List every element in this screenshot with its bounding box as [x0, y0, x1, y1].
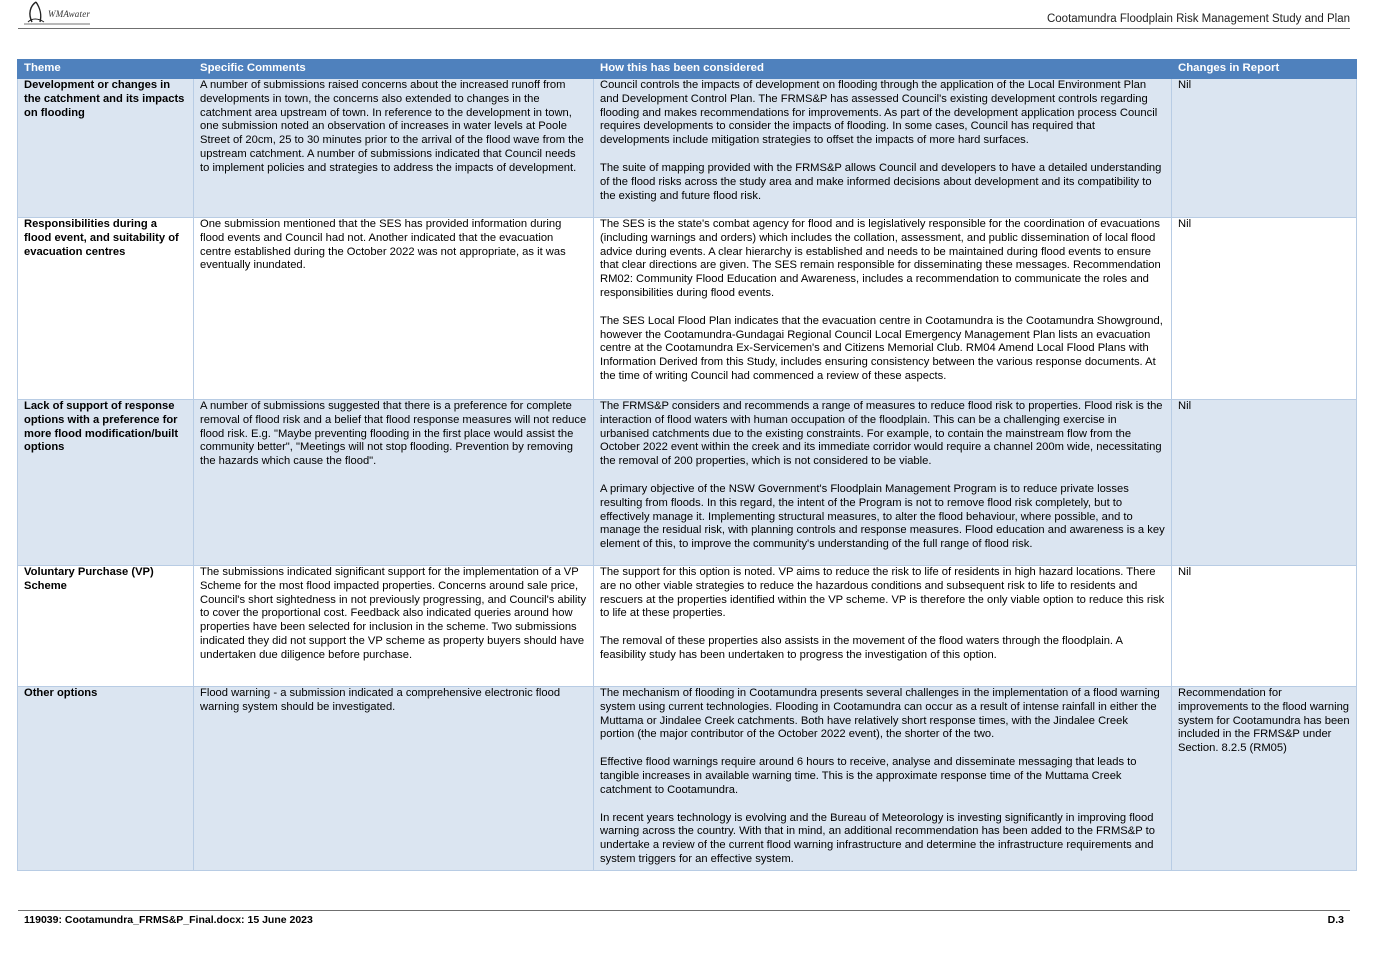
page-footer [18, 910, 1350, 931]
column-header-how-considered: How this has been considered [594, 60, 1172, 79]
table-row [18, 687, 1357, 871]
considered-cell [594, 79, 1172, 218]
page-number: D.3 [1327, 914, 1344, 926]
considered-paragraph: The suite of mapping provided with the FRMS&P allows Council and developers to have a detailed understanding of the flood risks across the study area and make informed decisions about development and its compatibility to the existing and future flood risk. [600, 161, 1162, 202]
considered-paragraph: The SES is the state's combat agency for flood and is legislatively responsible for the coordination of evacuations (including warnings and orders) which includes the collation, assessment, and public dissemination of local flood advice during events. A clear hierarchy is established and needs to be maintained during flood events to ensure that clear directions are given. The SES remain responsible for disseminating these messages. Recommendation RM02: Community Flood Education and Awareness, includes a recommendation to communicate the roles and responsibilities during flood events. [600, 218, 1161, 299]
considered-paragraph: The SES Local Flood Plan indicates that the evacuation centre in Cootamundra is the Cootamundra Showground, however the Cootamundra-Gundagai Regional Council Local Emergency Management Plan lists an evacuation centre at the Cootamundra Ex-Servicemen's and Citizens Memorial Club. RM04 Amend Local Flood Plans with Information Derived from this Study, includes ensuring consistency between the various response documents. At the time of writing Council had commenced a review of these aspects. [600, 314, 1163, 382]
considered-paragraph: The FRMS&P considers and recommends a range of measures to reduce flood risk to properties. Flood risk is the interaction of flood waters with human occupation of the floodplain. This can be a challenging exercise in urbanised catchments due to the existing constraints. For example, to contain the mainstream flow from the October 2022 event within the creek and its immediate corridor would require a channel 200m wide, necessitating the removal of 200 properties, which is not considered to be viable. [600, 400, 1163, 468]
table-row [18, 218, 1357, 400]
considered-paragraph: The removal of these properties also assists in the movement of the flood waters through the floodplain. A feasibility study has been undertaken to progress the investigation of this option. [600, 635, 1123, 661]
page-header [18, 0, 1350, 29]
considered-paragraph: The support for this option is noted. VP aims to reduce the risk to life of residents in high hazard locations. There are no other viable strategies to reduce the hazardous conditions and subsequent risk to life to residents and rescuers at the properties identified within the VP scheme. VP is therefore the only viable option to reduce this risk to life at these properties. [600, 566, 1165, 620]
changes-cell: Nil [1172, 400, 1357, 566]
document-reference: 119039: Cootamundra_FRMS&P_Final.docx: 15 June 2023 [24, 914, 313, 926]
comments-cell: One submission mentioned that the SES has provided information during flood events and Council had not. Another indicated that the evacuation centre established during the October 2022 was not appropriate, as it was eventually inundated. [194, 218, 594, 400]
logo-text: WMAwater [48, 9, 91, 19]
considered-cell [594, 400, 1172, 566]
theme-cell: Lack of support of response options with a preference for more flood modification/built options [18, 400, 194, 566]
theme-cell: Voluntary Purchase (VP) Scheme [18, 566, 194, 687]
considered-paragraph: Effective flood warnings require around 6 hours to receive, analyse and disseminate messaging that leads to tangible increases in available warning time. This is the approximate response time of the Muttama Creek catchment to Cootamundra. [600, 756, 1137, 796]
document-title: Cootamundra Floodplain Risk Management Study and Plan [1046, 13, 1350, 25]
considered-cell [594, 687, 1172, 871]
table-row [18, 400, 1357, 566]
theme-cell: Other options [18, 687, 194, 871]
changes-cell: Nil [1172, 79, 1357, 218]
considered-paragraph: The mechanism of flooding in Cootamundra presents several challenges in the implementation of a flood warning system using current technologies. Flooding in Cootamundra can occur as a result of intense rainfall in either the Muttama or Jindalee Creek catchments. Both have relatively short response times, with the Jindalee Creek portion (the major contributor of the October 2022 event), the shorter of the two. [600, 687, 1160, 741]
comments-cell: A number of submissions raised concerns about the increased runoff from developments in town, the concerns also extended to changes in the catchment area upstream of town. In reference to the development in town, one submission noted an observation of increases in water levels at Poole Street of 20cm, 25 to 30 minutes prior to the arrival of the flood wave from the upstream catchment. A number of submissions indicated that Council needs to implement policies and strategies to address the impacts of development. [194, 79, 594, 218]
table-row [18, 79, 1357, 218]
theme-cell: Responsibilities during a flood event, and suitability of evacuation centres [18, 218, 194, 400]
theme-cell: Development or changes in the catchment and its impacts on flooding [18, 79, 194, 218]
column-header-changes-in-report: Changes in Report [1172, 60, 1357, 79]
changes-cell: Nil [1172, 566, 1357, 687]
column-header-specific-comments: Specific Comments [194, 60, 594, 79]
comments-cell: A number of submissions suggested that there is a preference for complete removal of flood risk and a belief that flood response measures will not reduce flood risk. E.g. "Maybe preventing flooding in the first place would assist the community better", "Meetings will not stop flooding. Prevention by removing the hazards which cause the flood". [194, 400, 594, 566]
considered-cell [594, 566, 1172, 687]
changes-cell: Nil [1172, 218, 1357, 400]
table-row [18, 566, 1357, 687]
submissions-table [17, 59, 1357, 871]
considered-paragraph: Council controls the impacts of development on flooding through the application of the Local Environment Plan and Development Control Plan. The FRMS&P has assessed Council's existing development controls regarding flooding and makes recommendations for improvements. As part of the development application process Council requires developments to consider the impacts of flooding. In some cases, Council has required that developments include mitigation strategies to offset the impacts of more hard surfaces. [600, 79, 1158, 147]
changes-cell: Recommendation for improvements to the flood warning system for Cootamundra has been included in the FRMS&P under Section. 8.2.5 (RM05) [1172, 687, 1357, 871]
table-header-row [18, 60, 1357, 79]
considered-paragraph: A primary objective of the NSW Government's Floodplain Management Program is to reduce private losses resulting from floods. In this regard, the intent of the Program is not to remove flood risk completely, but to effectively manage it. Implementing structural measures, to alter the flood behaviour, where possible, and to manage the residual risk, with planning controls and response measures. Flood education and awareness is a key element of this, to improve the community's understanding of the full range of flood risk. [600, 482, 1165, 551]
comments-cell: Flood warning - a submission indicated a comprehensive electronic flood warning system should be investigated. [194, 687, 594, 871]
considered-paragraph: In recent years technology is evolving and the Bureau of Meteorology is investing significantly in improving flood warning across the country. With that in mind, an additional recommendation has been added to the FRMS&P to undertake a review of the current flood warning infrastructure and determine the infrastructure requirements and system triggers for an effective system. [600, 811, 1155, 865]
considered-cell [594, 218, 1172, 400]
comments-cell: The submissions indicated significant support for the implementation of a VP Scheme for the most flood impacted properties. Concerns around sale price, Council's short sightedness in not previously progressing, and Council's ability to cover the proportional cost. Feedback also indicated queries around how properties have been selected for inclusion in the scheme. Two submissions indicated they did not support the VP scheme as property buyers should have undertaken due diligence before purchase. [194, 566, 594, 687]
column-header-theme: Theme [18, 60, 194, 79]
